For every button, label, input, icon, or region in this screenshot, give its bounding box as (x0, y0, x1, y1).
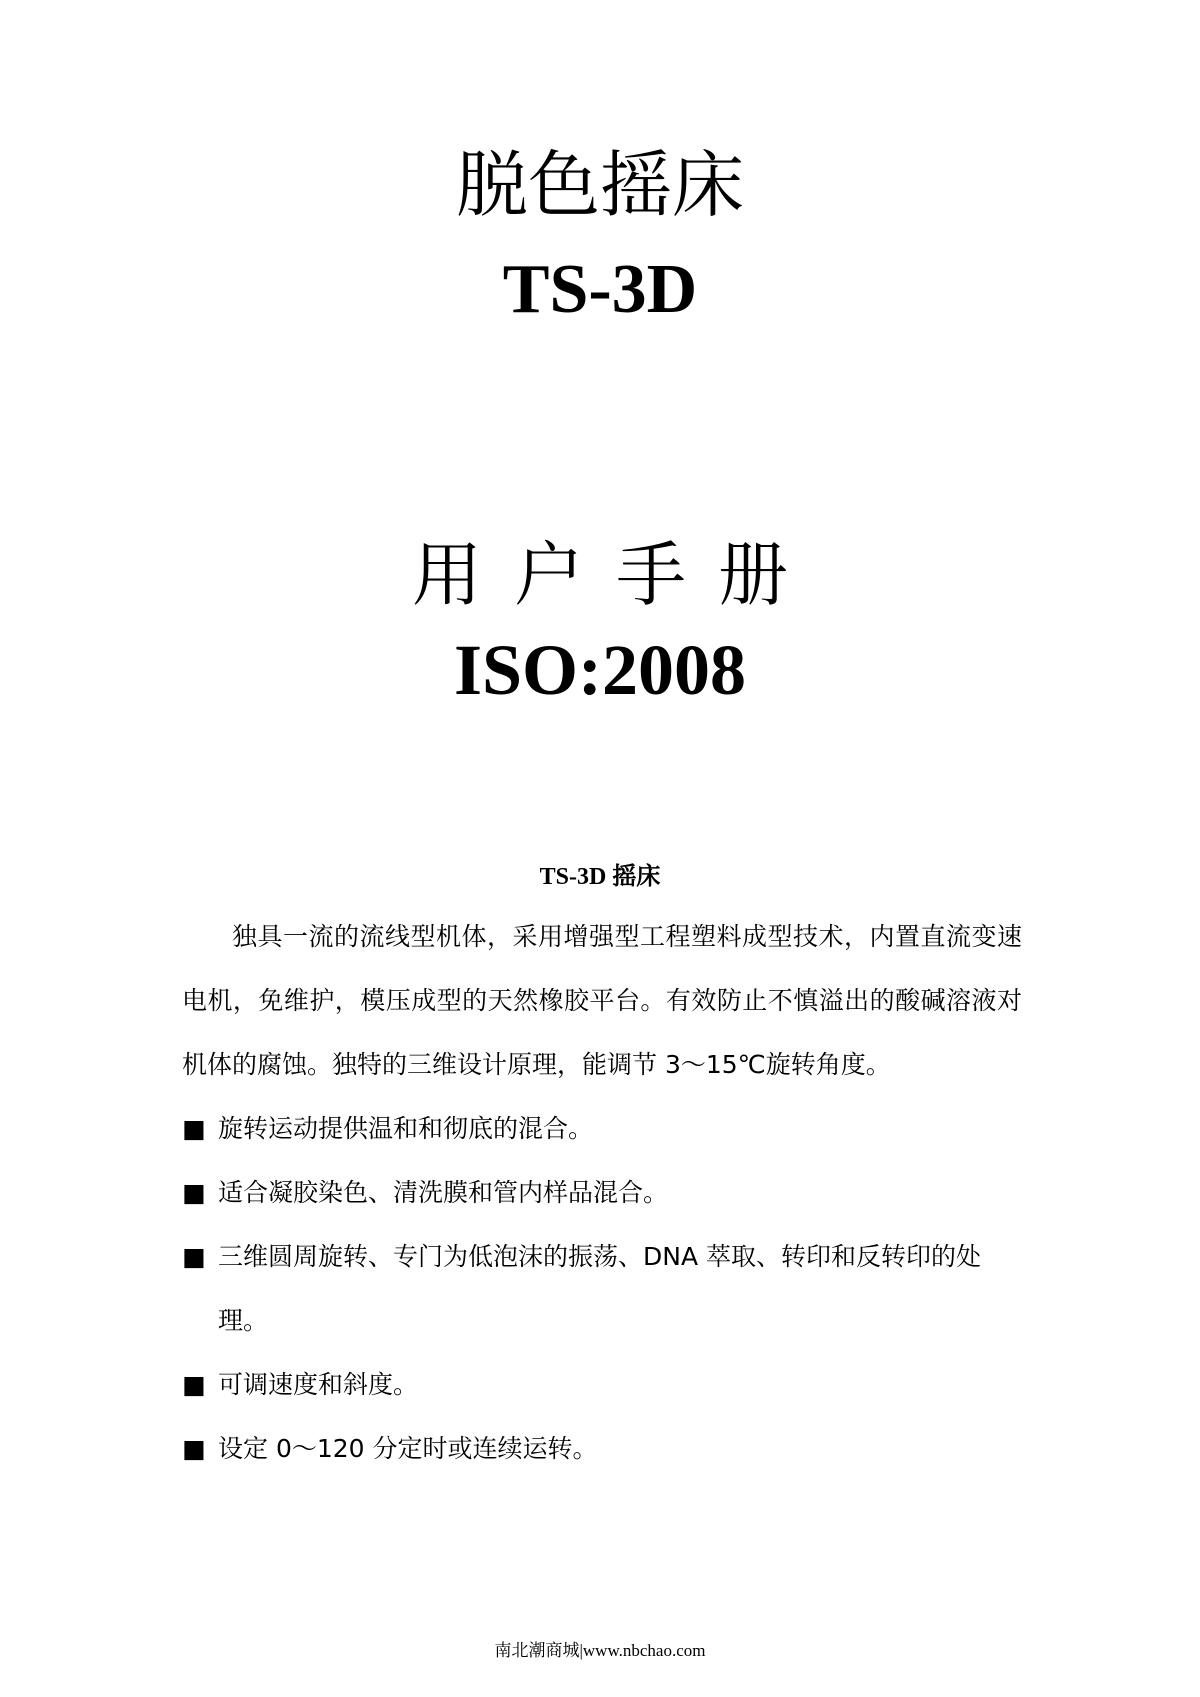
square-bullet-icon: ■ (182, 1242, 206, 1271)
square-bullet-icon: ■ (182, 1114, 206, 1143)
document-title: 脱色摇床 (455, 143, 744, 227)
square-bullet-icon: ■ (182, 1370, 206, 1399)
list-item (182, 1161, 1022, 1225)
feature-text: 三维圆周旋转、专门为低泡沫的振荡、DNA 萃取、转印和反转印的处理。 (218, 1242, 982, 1335)
model-number: TS-3D (502, 251, 698, 328)
feature-text: 旋转运动提供温和和彻底的混合。 (218, 1114, 594, 1143)
feature-list (182, 1097, 1022, 1481)
feature-text: 适合凝胶染色、清洗膜和管内样品混合。 (218, 1178, 669, 1207)
section-title: TS-3D 摇床 (539, 864, 661, 890)
square-bullet-icon: ■ (182, 1178, 206, 1207)
description-paragraph: 独具一流的流线型机体，采用增强型工程塑料成型技术，内置直流变速电机，免维护，模压成型的天然橡胶平台。有效防止不慎溢出的酸碱溶液对机体的腐蚀。独特的三维设计原理，能调节 3～15℃旋转角度。 (182, 922, 1022, 1079)
feature-text: 可调速度和斜度。 (218, 1370, 419, 1399)
manual-heading: 用户手册 (412, 534, 820, 616)
section-body (182, 905, 1022, 1481)
list-item (182, 1353, 1022, 1417)
list-item (182, 1225, 1022, 1353)
square-bullet-icon: ■ (182, 1434, 206, 1463)
list-item (182, 1417, 1022, 1481)
list-item (182, 1097, 1022, 1161)
footer-source: 南北潮商城|www.nbchao.com (494, 1641, 706, 1660)
iso-standard: ISO:2008 (453, 630, 747, 710)
feature-text: 设定 0～120 分定时或连续运转。 (218, 1434, 598, 1463)
